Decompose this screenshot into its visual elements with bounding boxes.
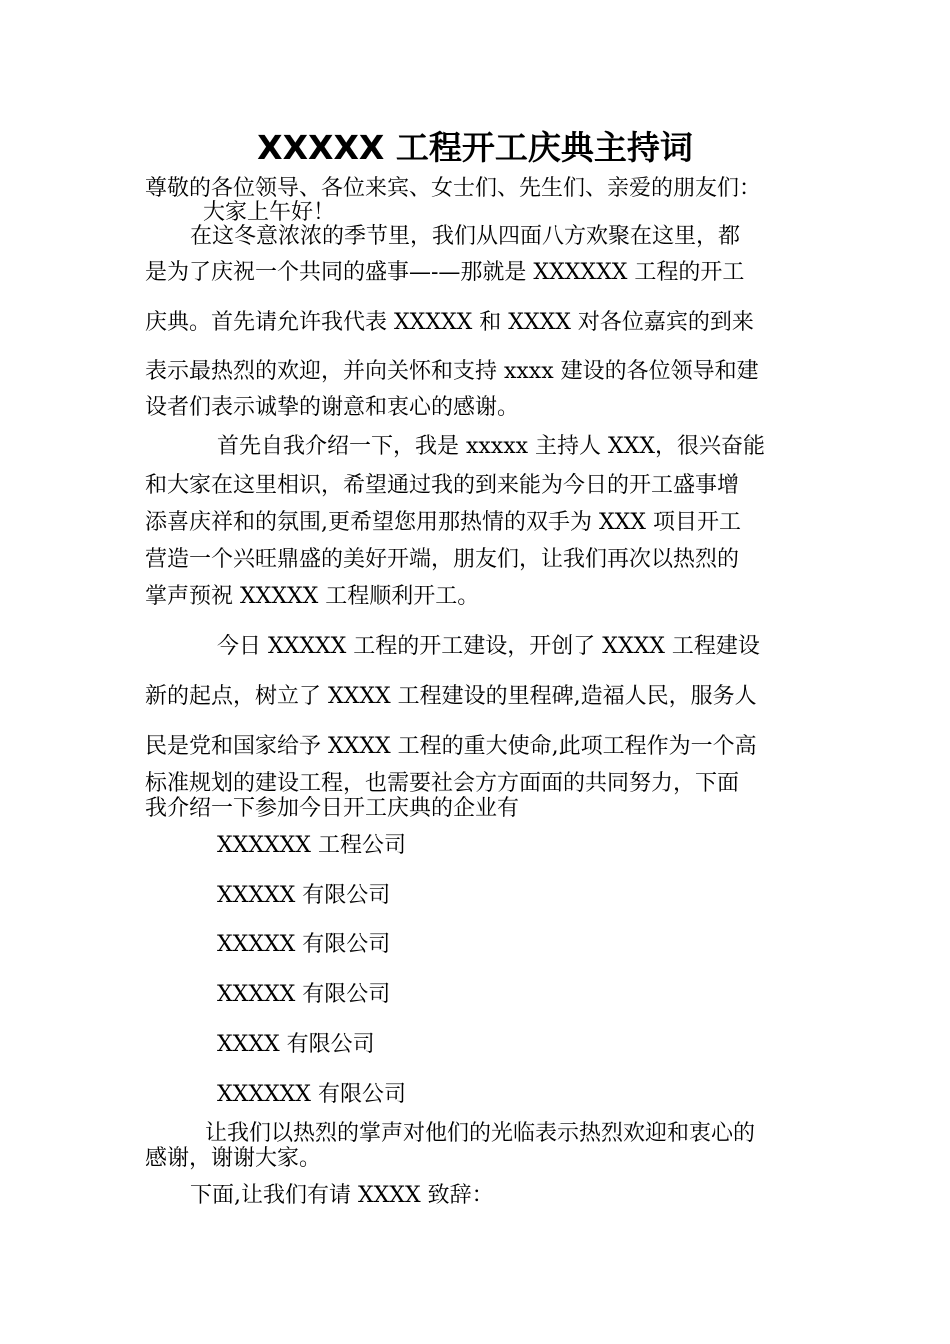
paragraph-line: 表示最热烈的欢迎，并向关怀和支持 xxxx 建设的各位领导和建	[145, 359, 759, 384]
closing-line: 下面,让我们有请 XXXX 致辞：	[190, 1183, 494, 1208]
closing-line: 感谢，谢谢大家。	[145, 1146, 322, 1171]
paragraph-line: 在这冬意浓浓的季节里，我们从四面八方欢聚在这里，都	[190, 224, 741, 249]
paragraph-line: 是为了庆祝一个共同的盛事—-—那就是 XXXXXX 工程的开工	[145, 260, 745, 285]
paragraph-line: 庆典。首先请允许我代表 XXXXX 和 XXXX 对各位嘉宾的到来	[145, 310, 754, 335]
company-item: XXXXXX 工程公司	[217, 833, 406, 858]
paragraph-line: 新的起点，树立了 XXXX 工程建设的里程碑,造福人民，服务人	[145, 684, 757, 709]
paragraph-line: 和大家在这里相识，希望通过我的到来能为今日的开工盛事增	[145, 473, 740, 498]
paragraph-line: 营造一个兴旺鼎盛的美好开端，朋友们，让我们再次以热烈的	[145, 547, 740, 572]
paragraph-line: 今日 XXXXX 工程的开工建设，开创了 XXXX 工程建设	[217, 634, 760, 659]
greeting-line: 尊敬的各位领导、各位来宾、女士们、先生们、亲爱的朋友们：	[145, 176, 762, 201]
company-item: XXXX 有限公司	[217, 1032, 375, 1057]
company-item: XXXXX 有限公司	[217, 982, 391, 1007]
company-item: XXXXX 有限公司	[217, 883, 391, 908]
closing-line: 让我们以热烈的掌声对他们的光临表示热烈欢迎和衷心的	[205, 1121, 756, 1146]
paragraph-line: 设者们表示诚挚的谢意和衷心的感谢。	[145, 395, 520, 420]
company-item: XXXXX 有限公司	[217, 932, 391, 957]
paragraph-line: 添喜庆祥和的氛围,更希望您用那热情的双手为 XXX 项目开工	[145, 510, 741, 535]
paragraph-line: 我介绍一下参加今日开工庆典的企业有	[145, 796, 520, 821]
company-item: XXXXXX 有限公司	[217, 1082, 406, 1107]
paragraph-line: 首先自我介绍一下，我是 xxxxx 主持人 XXX，很兴奋能	[217, 434, 766, 459]
greeting-line: 大家上午好！	[203, 200, 336, 225]
document-title: XXXXX 工程开工庆典主持词	[257, 128, 693, 167]
paragraph-line: 民是党和国家给予 XXXX 工程的重大使命,此项工程作为一个高	[145, 734, 757, 759]
paragraph-line: 掌声预祝 XXXXX 工程顺利开工。	[145, 584, 480, 609]
paragraph-line: 标准规划的建设工程，也需要社会方方面面的共同努力，下面	[145, 771, 740, 796]
